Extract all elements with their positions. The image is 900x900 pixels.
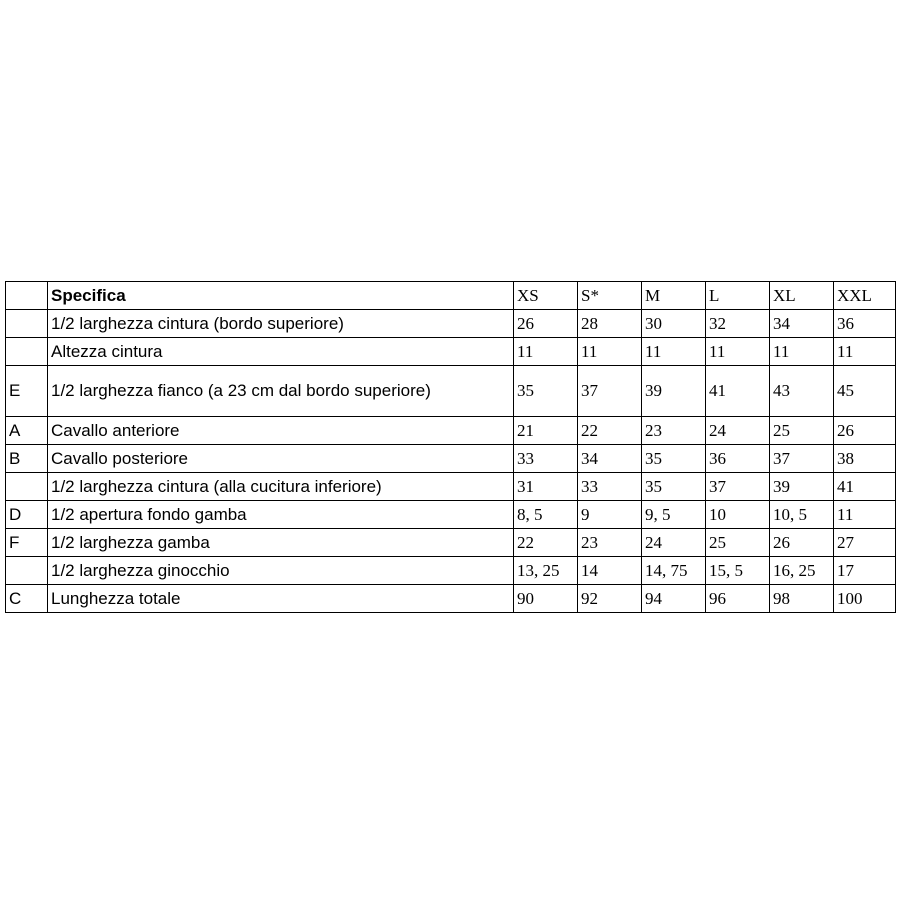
row-value-cell: 26 [770,529,834,557]
row-value-cell: 94 [642,585,706,613]
row-value-cell: 11 [706,338,770,366]
header-row [6,282,896,310]
row-value-cell: 39 [642,366,706,417]
row-code-cell: A [6,417,48,445]
row-value-cell: 36 [706,445,770,473]
row-value-cell: 21 [514,417,578,445]
row-value-cell: 32 [706,310,770,338]
row-value-cell: 23 [578,529,642,557]
row-value-cell: 37 [770,445,834,473]
table-row [6,557,896,585]
row-value-cell: 34 [770,310,834,338]
row-value-cell: 11 [514,338,578,366]
spec-header-cell: Specifica [48,282,514,310]
row-code-cell [6,557,48,585]
table-row [6,529,896,557]
table-row [6,501,896,529]
size-header-cell: XL [770,282,834,310]
row-spec-cell: Cavallo anteriore [48,417,514,445]
size-header-cell: L [706,282,770,310]
row-value-cell: 24 [642,529,706,557]
row-value-cell: 28 [578,310,642,338]
row-code-cell [6,338,48,366]
row-spec-cell: Cavallo posteriore [48,445,514,473]
table-row [6,338,896,366]
row-value-cell: 43 [770,366,834,417]
table-row [6,445,896,473]
row-value-cell: 15, 5 [706,557,770,585]
row-value-cell: 11 [642,338,706,366]
row-code-cell: F [6,529,48,557]
table-row [6,417,896,445]
row-value-cell: 13, 25 [514,557,578,585]
row-value-cell: 41 [706,366,770,417]
row-value-cell: 34 [578,445,642,473]
row-value-cell: 16, 25 [770,557,834,585]
row-value-cell: 92 [578,585,642,613]
row-value-cell: 37 [706,473,770,501]
row-value-cell: 26 [834,417,896,445]
table-row [6,366,896,417]
row-spec-cell: Lunghezza totale [48,585,514,613]
row-spec-cell: 1/2 larghezza fianco (a 23 cm dal bordo superiore) [48,366,514,417]
row-value-cell: 35 [642,445,706,473]
table-row [6,310,896,338]
row-value-cell: 25 [706,529,770,557]
row-spec-cell: Altezza cintura [48,338,514,366]
row-value-cell: 22 [578,417,642,445]
row-code-cell: E [6,366,48,417]
row-value-cell: 23 [642,417,706,445]
row-value-cell: 14, 75 [642,557,706,585]
row-code-cell: D [6,501,48,529]
row-value-cell: 26 [514,310,578,338]
row-value-cell: 9, 5 [642,501,706,529]
row-spec-cell: 1/2 larghezza cintura (alla cucitura inferiore) [48,473,514,501]
row-value-cell: 8, 5 [514,501,578,529]
row-value-cell: 98 [770,585,834,613]
table-row [6,585,896,613]
row-value-cell: 11 [834,338,896,366]
row-code-cell [6,310,48,338]
size-header-cell: XS [514,282,578,310]
row-value-cell: 100 [834,585,896,613]
row-spec-cell: 1/2 larghezza gamba [48,529,514,557]
size-header-cell: XXL [834,282,896,310]
row-value-cell: 41 [834,473,896,501]
row-spec-cell: 1/2 larghezza cintura (bordo superiore) [48,310,514,338]
code-header-cell [6,282,48,310]
row-value-cell: 38 [834,445,896,473]
table-row [6,473,896,501]
row-value-cell: 90 [514,585,578,613]
row-value-cell: 33 [514,445,578,473]
size-header-cell: M [642,282,706,310]
row-value-cell: 33 [578,473,642,501]
row-spec-cell: 1/2 apertura fondo gamba [48,501,514,529]
row-value-cell: 39 [770,473,834,501]
row-value-cell: 22 [514,529,578,557]
row-value-cell: 30 [642,310,706,338]
row-value-cell: 35 [514,366,578,417]
row-value-cell: 17 [834,557,896,585]
size-header-cell: S* [578,282,642,310]
row-value-cell: 11 [578,338,642,366]
row-value-cell: 24 [706,417,770,445]
row-value-cell: 96 [706,585,770,613]
row-value-cell: 37 [578,366,642,417]
row-value-cell: 31 [514,473,578,501]
row-value-cell: 36 [834,310,896,338]
row-value-cell: 10 [706,501,770,529]
row-code-cell [6,473,48,501]
size-chart-table [5,281,896,613]
row-value-cell: 25 [770,417,834,445]
row-value-cell: 11 [770,338,834,366]
row-value-cell: 9 [578,501,642,529]
row-spec-cell: 1/2 larghezza ginocchio [48,557,514,585]
row-value-cell: 27 [834,529,896,557]
row-value-cell: 14 [578,557,642,585]
row-value-cell: 45 [834,366,896,417]
row-code-cell: C [6,585,48,613]
row-value-cell: 11 [834,501,896,529]
row-value-cell: 10, 5 [770,501,834,529]
row-value-cell: 35 [642,473,706,501]
row-code-cell: B [6,445,48,473]
